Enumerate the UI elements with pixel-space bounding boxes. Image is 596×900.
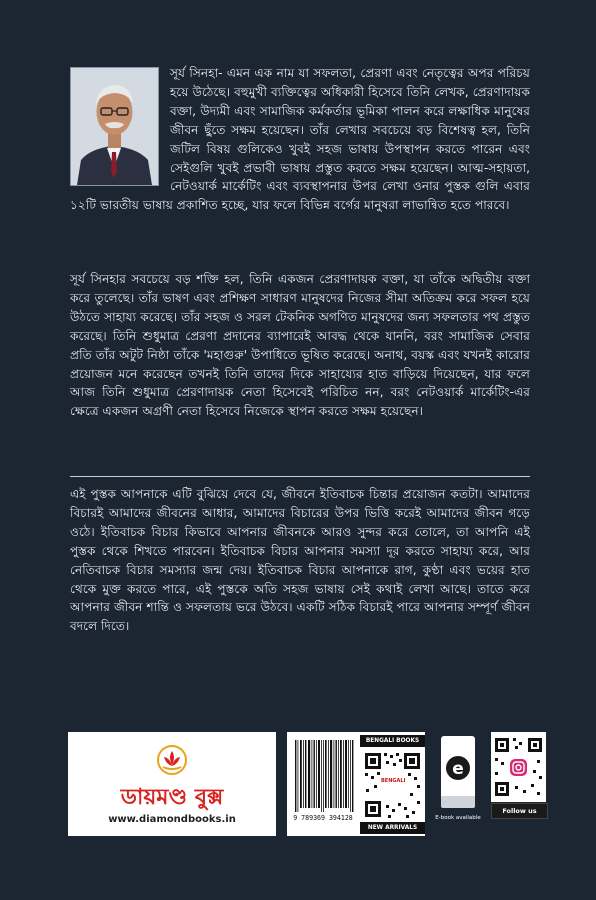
qr-top-label: BENGALI BOOKS: [360, 735, 425, 747]
social-qr-panel[interactable]: [491, 732, 546, 802]
publisher-logo-panel: [68, 732, 276, 836]
barcode-panel: [287, 732, 425, 836]
follow-us-label: Follow us: [491, 803, 548, 819]
qr-code-panel[interactable]: [360, 732, 425, 836]
qr-code-image: [362, 749, 423, 821]
section-divider: [70, 476, 530, 477]
lotus-icon: [157, 745, 187, 775]
barcode-image: [293, 738, 355, 812]
ebook-label: E-book available: [435, 815, 481, 821]
ebook-badge[interactable]: [437, 734, 479, 814]
qr-center-label: BENGALI: [381, 778, 406, 784]
publisher-brand-name: ডায়মণ্ড বুক্স: [120, 785, 224, 810]
isbn-number: 9 789369 394128: [293, 814, 353, 822]
author-bio-text-1: সূর্য সিনহা- এমন এক নাম যা সফলতা, প্রেরণা এবং নেতৃত্বের অপর পরিচয় হয়ে উঠেছে। বহুমুখী ব্যক্তিত্বের অধিকারী হিসেবে তিনি লেখক, প্রেরণাদায়ক বক্তা, উদ্যমী এবং সামাজিক কর্মকর্তার ভূমিকা পালন করে লক্ষাধিক মানুষের জীবন ছুঁতে সক্ষম হয়েছেন। তাঁর লেখার সবচেয়ে বড় বিশেষত্ব হল, তিনি জটিল বিষয় গুলিকেও খুবই সহজ ভাষায় উপস্থাপন করতে পারেন এবং সেইগুলি খুবই প্রভাবী ভাষায় প্রস্তুত করতে সক্ষম হয়েছেন। আত্ম-সহায়তা, নেটওয়ার্ক মার্কেটিং এবং ব্যবস্থাপনার উপর লেখা ওনার পুস্তক গুলি এবার ১২টি ভারতীয় ভাষায় প্রকাশিত হচ্ছে, যার ফলে বিভিন্ন বর্গের মানুষরা লাভান্বিত হতে পারবে।: [70, 66, 530, 213]
instagram-qr-icon: [491, 732, 546, 802]
author-bio-paragraph-2: সূর্য সিনহার সবচেয়ে বড় শক্তি হল, তিনি একজন প্রেরণাদায়ক বক্তা, যা তাঁকে অদ্বিতীয় বক্তা করে তুলেছে। তাঁর ভাষণ এবং প্রশিক্ষণ সাধারণ মানুষদের নিজের সীমা অতিক্রম করে সফল হয়ে উঠতে সাহায্য করেছে। তাঁর সহজ ও সরল টেকনিক অগণিত মানুষদের জন্য সফলতার পথ প্রস্তুত করেছে। তিনি শুধুমাত্র প্রেরণা প্রদানের ব্যাপারেই আবদ্ধ থেকে যাননি, বরং সামাজিক সেবার প্রতি তাঁর অটুট নিষ্ঠা তাঁকে 'মহাগুরু' উপাধিতে ভূষিত করেছে। অনাথ, বয়স্ক এবং যখনই কারোর প্রয়োজন মনে করেছেন তখনই তিনি তাদের দিকে সাহায্যের হাত বাড়িয়ে দিয়েছেন, যার ফলে আজ তিনি শুধুমাত্র প্রেরণাদায়ক নেতা হিসেবেই পরিচিত নন, বরং নেটওয়ার্ক মার্কেটিং-এর ক্ষেত্রে একজন অগ্রণী নেতা হিসেবে নিজেকে স্থাপন করতে সক্ষম হয়েছেন।: [70, 272, 530, 419]
author-bio-paragraph-1: [70, 64, 530, 215]
ebook-icon: [437, 734, 479, 814]
publisher-website[interactable]: www.diamondbooks.in: [108, 814, 236, 825]
book-description-paragraph: এই পুস্তক আপনাকে এটি বুঝিয়ে দেবে যে, জীবনে ইতিবাচক চিন্তার প্রয়োজন কতটা। আমাদের বিচারই আমাদের জীবনের আধার, আমাদের বিচারের উপর ভিত্তি করেই আমাদের জীবন গড়ে ওঠে। ইতিবাচক বিচার কিভাবে আপনার জীবনকে আরও সুন্দর করে তোলে, তা আপনি এই পুস্তক থেকে শিখতে পারবেন। ইতিবাচক বিচার আপনার সমস্যা দূর করতে সাহায্য করে, আর নেতিবাচক বিচার সমস্যার জন্ম দেয়। ইতিবাচক বিচার আপনাকে রাগ, কুণ্ঠা এবং ভয়ের হাত থেকে মুক্ত করতে পারে, এই পুস্তকে অতি সহজ ভাষায় সেই কথাই লেখা আছে। তাতে করে আপনার জীবন শান্তি ও সফলতায় ভরে উঠবে। একটি সঠিক বিচারই পারে আপনার সম্পূর্ণ জীবন বদলে দিতে।: [70, 487, 530, 634]
photo-spacer: [70, 64, 170, 186]
qr-bottom-label: NEW ARRIVALS: [360, 822, 425, 834]
svg-text:e: e: [452, 759, 464, 779]
